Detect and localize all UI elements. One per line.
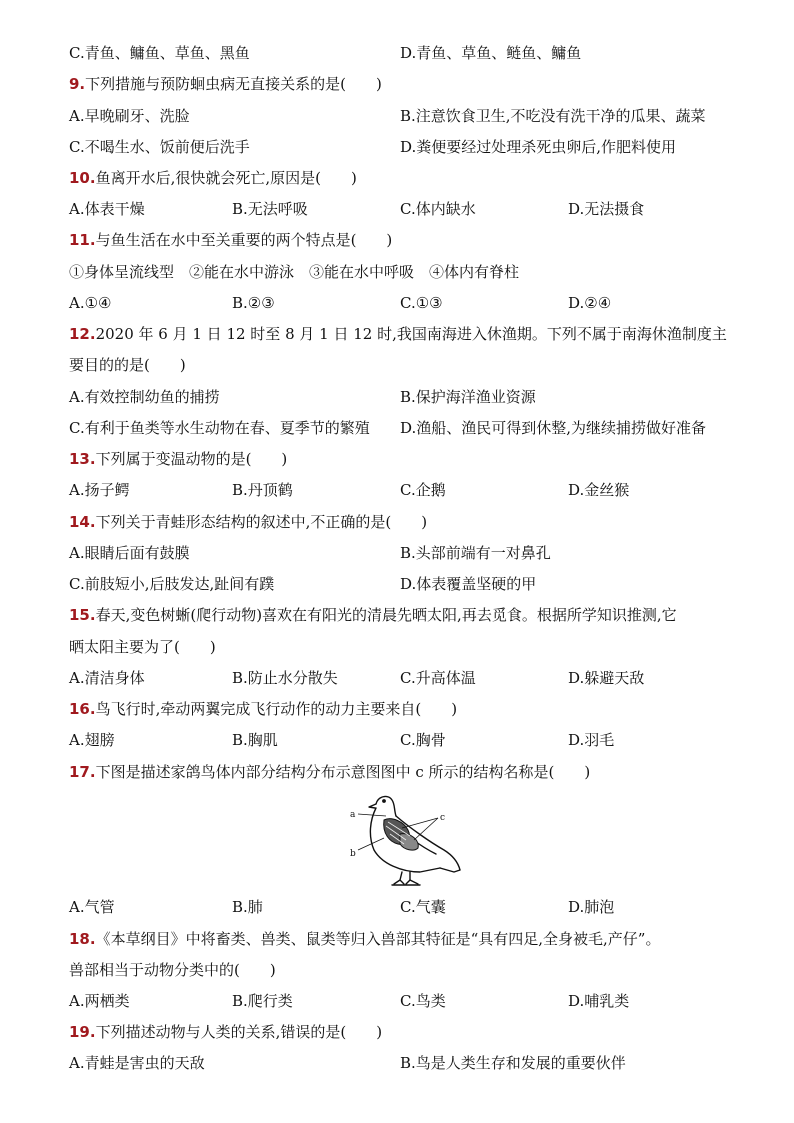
text-line: 晒太阳主要为了( ) bbox=[69, 638, 216, 656]
question-number: 13. bbox=[69, 450, 96, 468]
question-text: 下图是描述家鸽鸟体内部分结构分布示意图图中 c 所示的结构名称是( ) bbox=[95, 763, 591, 781]
answer-option: B.鸟是人类生存和发展的重要伙伴 bbox=[400, 1054, 626, 1072]
answer-option: D.肺泡 bbox=[568, 898, 615, 916]
answer-option: D.②④ bbox=[568, 294, 612, 312]
question-number: 10. bbox=[69, 169, 96, 187]
answer-option: C.鸟类 bbox=[400, 992, 446, 1010]
answer-option: D.体表覆盖坚硬的甲 bbox=[400, 575, 537, 593]
answer-option: B.防止水分散失 bbox=[232, 669, 338, 687]
answer-option: D.金丝猴 bbox=[568, 481, 630, 499]
question-number: 11. bbox=[69, 231, 96, 249]
question-number: 16. bbox=[69, 700, 96, 718]
question-text: 鱼离开水后,很快就会死亡,原因是( ) bbox=[95, 169, 357, 187]
answer-option: C.体内缺水 bbox=[400, 200, 476, 218]
question-text: 下列措施与预防蛔虫病无直接关系的是( ) bbox=[85, 75, 382, 93]
answer-option: B.丹顶鹤 bbox=[232, 481, 293, 499]
question-text: 下列描述动物与人类的关系,错误的是( ) bbox=[95, 1023, 383, 1041]
question-text: 春天,变色树蜥(爬行动物)喜欢在有阳光的清晨先晒太阳,再去觅食。根据所学知识推测,它 bbox=[95, 606, 677, 624]
question-stem bbox=[69, 448, 287, 470]
answer-option: A.眼睛后面有鼓膜 bbox=[69, 544, 190, 562]
question-text: 2020 年 6 月 1 日 12 时至 8 月 1 日 12 时,我国南海进入休渔期。下列不属于南海休渔制度主 bbox=[95, 325, 727, 343]
answer-option: B.保护海洋渔业资源 bbox=[400, 388, 536, 406]
pigeon-diagram bbox=[340, 790, 470, 890]
answer-option: B.胸肌 bbox=[232, 731, 278, 749]
question-number: 15. bbox=[69, 606, 96, 624]
label-b: b bbox=[350, 849, 356, 859]
question-stem bbox=[69, 1021, 382, 1043]
question-number: 9. bbox=[69, 75, 86, 93]
answer-option: D.羽毛 bbox=[568, 731, 615, 749]
question-text: 下列属于变温动物的是( ) bbox=[95, 450, 288, 468]
question-number: 14. bbox=[69, 513, 96, 531]
question-stem bbox=[69, 167, 357, 189]
answer-option: C.升高体温 bbox=[400, 669, 476, 687]
answer-option: A.两栖类 bbox=[69, 992, 130, 1010]
answer-option: C.企鹅 bbox=[400, 481, 446, 499]
answer-option: C.青鱼、鳙鱼、草鱼、黑鱼 bbox=[69, 44, 250, 62]
question-number: 18. bbox=[69, 930, 96, 948]
answer-option: D.无法摄食 bbox=[568, 200, 645, 218]
question-number: 19. bbox=[69, 1023, 96, 1041]
answer-option: D.青鱼、草鱼、鲢鱼、鳙鱼 bbox=[400, 44, 582, 62]
answer-option: D.渔船、渔民可得到休整,为继续捕捞做好准备 bbox=[400, 419, 707, 437]
question-stem bbox=[69, 73, 382, 95]
answer-option: B.肺 bbox=[232, 898, 263, 916]
answer-option: C.气囊 bbox=[400, 898, 446, 916]
question-stem bbox=[69, 698, 457, 720]
question-stem bbox=[69, 323, 727, 345]
question-text: 鸟飞行时,牵动两翼完成飞行动作的动力主要来自( ) bbox=[95, 700, 458, 718]
question-stem bbox=[69, 511, 427, 533]
question-stem bbox=[69, 604, 677, 626]
text-line: 要目的的是( ) bbox=[69, 356, 186, 374]
answer-option: A.扬子鳄 bbox=[69, 481, 130, 499]
answer-option: A.清洁身体 bbox=[69, 669, 145, 687]
text-line: 兽部相当于动物分类中的( ) bbox=[69, 961, 276, 979]
answer-option: C.前肢短小,后肢发达,趾间有蹼 bbox=[69, 575, 275, 593]
answer-option: D.哺乳类 bbox=[568, 992, 630, 1010]
answer-option: B.头部前端有一对鼻孔 bbox=[400, 544, 551, 562]
answer-option: B.爬行类 bbox=[232, 992, 293, 1010]
answer-option: A.早晚刷牙、洗脸 bbox=[69, 107, 190, 125]
question-stem bbox=[69, 928, 660, 950]
answer-option: C.①③ bbox=[400, 294, 443, 312]
answer-option: D.躲避天敌 bbox=[568, 669, 645, 687]
question-text: 下列关于青蛙形态结构的叙述中,不正确的是( ) bbox=[95, 513, 428, 531]
text-line: ①身体呈流线型 ②能在水中游泳 ③能在水中呼吸 ④体内有脊柱 bbox=[69, 263, 520, 281]
question-stem bbox=[69, 761, 590, 783]
question-stem bbox=[69, 229, 392, 251]
answer-option: A.气管 bbox=[69, 898, 115, 916]
answer-option: A.体表干燥 bbox=[69, 200, 145, 218]
label-a: a bbox=[350, 810, 356, 820]
answer-option: C.不喝生水、饭前便后洗手 bbox=[69, 138, 250, 156]
answer-option: D.粪便要经过处理杀死虫卵后,作肥料使用 bbox=[400, 138, 677, 156]
answer-option: A.青蛙是害虫的天敌 bbox=[69, 1054, 205, 1072]
answer-option: A.①④ bbox=[69, 294, 112, 312]
question-text: 与鱼生活在水中至关重要的两个特点是( ) bbox=[95, 231, 393, 249]
label-c: c bbox=[440, 813, 446, 823]
answer-option: A.翅膀 bbox=[69, 731, 115, 749]
answer-option: B.无法呼吸 bbox=[232, 200, 308, 218]
answer-option: A.有效控制幼鱼的捕捞 bbox=[69, 388, 220, 406]
question-text: 《本草纲目》中将畜类、兽类、鼠类等归入兽部其特征是“具有四足,全身被毛,产仔”。 bbox=[95, 930, 661, 948]
question-number: 12. bbox=[69, 325, 96, 343]
answer-option: B.注意饮食卫生,不吃没有洗干净的瓜果、蔬菜 bbox=[400, 107, 706, 125]
question-number: 17. bbox=[69, 763, 96, 781]
answer-option: B.②③ bbox=[232, 294, 275, 312]
answer-option: C.有利于鱼类等水生动物在春、夏季节的繁殖 bbox=[69, 419, 370, 437]
answer-option: C.胸骨 bbox=[400, 731, 446, 749]
